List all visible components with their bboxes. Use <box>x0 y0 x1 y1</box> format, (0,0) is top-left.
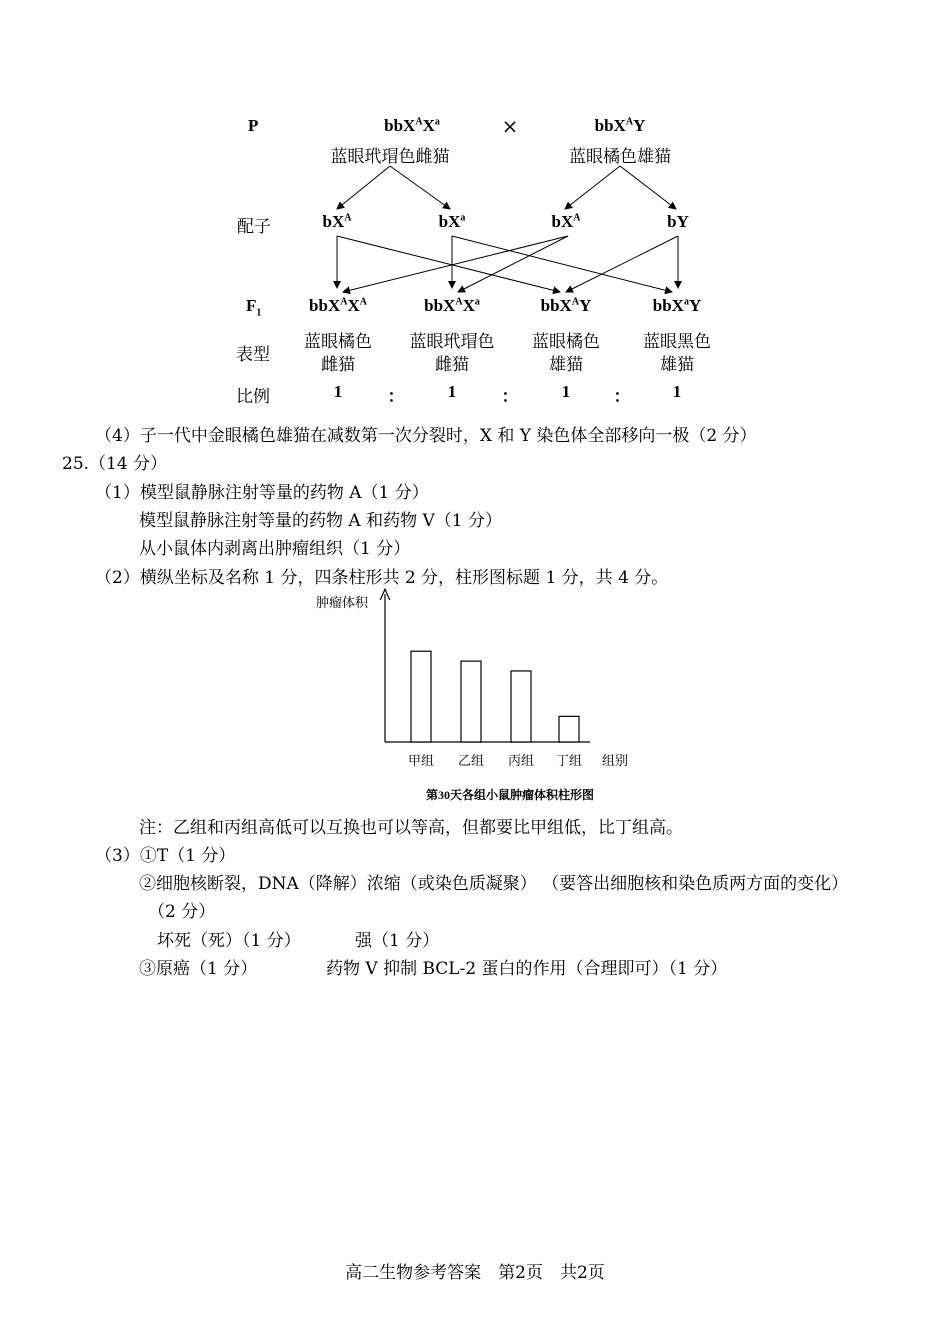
male-phenotype: 蓝眼橘色雄猫 <box>569 147 671 167</box>
f1-phenotype-3-line2: 雄猫 <box>549 355 583 375</box>
answer-25-3b: ②细胞核断裂，DNA（降解）浓缩（或染色质凝聚） （要答出细胞核和染色质两方面的变化） <box>139 874 849 894</box>
ratio-colon-2: ： <box>501 387 519 406</box>
gamete-4: bY <box>667 212 689 231</box>
f1-phenotype-3-line1: 蓝眼橘色 <box>532 332 600 352</box>
answer-25-3e2: 药物 V 抑制 BCL-2 蛋白的作用（合理即可）（1 分） <box>326 959 728 979</box>
ratio-colon-1: ： <box>387 387 405 406</box>
gamete-3: $bX^A$ <box>551 212 581 231</box>
gamete-label: 配子 <box>237 217 271 237</box>
phenotype-label: 表型 <box>236 345 270 365</box>
f1-genotype-4: bbX$^a$Y <box>652 296 702 315</box>
answer-25-1b: 模型鼠静脉注射等量的药物 A 和药物 V（1 分） <box>139 511 502 531</box>
f1-genotype-3: bbX$^A$Y <box>540 296 592 315</box>
answer-25-1c: 从小鼠体内剥离出肿瘤组织（1 分） <box>139 539 411 559</box>
female-phenotype: 蓝眼玳瑁色雌猫 <box>330 147 450 167</box>
chart-x-tick-3: 丙组 <box>507 754 535 769</box>
answer-25-3d2: 强（1 分） <box>355 931 440 951</box>
f1-genotype-2: $bbX^AX^a$ <box>424 296 480 315</box>
f1-phenotype-4-line1: 蓝眼黑色 <box>643 332 711 352</box>
cross-symbol: × <box>501 114 519 138</box>
bar-2 <box>461 661 481 742</box>
answer-25-1a: （1）模型鼠静脉注射等量的药物 A（1 分） <box>95 483 429 503</box>
answer-25-3d1: 坏死（死）（1 分） <box>157 931 301 951</box>
answer-q4: （4）子一代中金眼橘色雄猫在减数第一次分裂时，X 和 Y 染色体全部移向一极（2 分） <box>95 426 757 446</box>
female-genotype: $bbX^AX^a$ <box>384 116 440 135</box>
chart-x-label: 组别 <box>601 754 629 769</box>
f1-phenotype-2-line1: 蓝眼玳瑁色 <box>409 332 495 352</box>
answer-25-3c: （2 分） <box>148 902 216 922</box>
f1-phenotype-1-line2: 雌猫 <box>321 355 355 375</box>
chart-title: 第30天各组小鼠肿瘤体积柱形图 <box>425 788 595 802</box>
bar-4 <box>559 716 579 742</box>
chart-x-tick-4: 丁组 <box>555 754 583 769</box>
gamete-1: $bX^A$ <box>322 212 352 231</box>
ratio-label: 比例 <box>236 387 270 407</box>
chart-y-label: 肿瘤体积 <box>316 596 369 611</box>
male-genotype: bbX$^A$Y <box>594 116 646 135</box>
bar-3 <box>511 671 531 742</box>
answer-25-3a: （3）①T（1 分） <box>95 846 236 866</box>
answer-25-2: （2）横纵坐标及名称 1 分，四条柱形共 2 分，柱形图标题 1 分，共 4 分。 <box>95 568 669 588</box>
f1-phenotype-1-line1: 蓝眼橘色 <box>304 332 372 352</box>
answer-note: 注：乙组和丙组高低可以互换也可以等高，但都要比甲组低，比丁组高。 <box>139 818 683 838</box>
gamete-2: $bX^a$ <box>438 212 466 231</box>
page-footer: 高二生物参考答案 第2页 共2页 <box>345 1263 605 1283</box>
answer-25-3e1: ③原癌（1 分） <box>139 959 258 979</box>
ratio-1: 1 <box>333 382 343 401</box>
f1-label: $F_1$ <box>246 296 262 319</box>
chart-x-tick-1: 甲组 <box>407 754 435 769</box>
question-25-header: 25.（14 分） <box>62 454 168 474</box>
chart-x-tick-2: 乙组 <box>457 754 485 769</box>
p-label: P <box>248 116 259 135</box>
f1-phenotype-2-line2: 雌猫 <box>435 355 469 375</box>
ratio-3: 1 <box>561 382 571 401</box>
f1-genotype-1: $bbX^AX^A$ <box>309 296 367 315</box>
ratio-4: 1 <box>672 382 682 401</box>
bar-1 <box>411 651 431 742</box>
ratio-2: 1 <box>447 382 457 401</box>
f1-phenotype-4-line2: 雄猫 <box>660 355 694 375</box>
ratio-colon-3: ： <box>613 387 631 406</box>
